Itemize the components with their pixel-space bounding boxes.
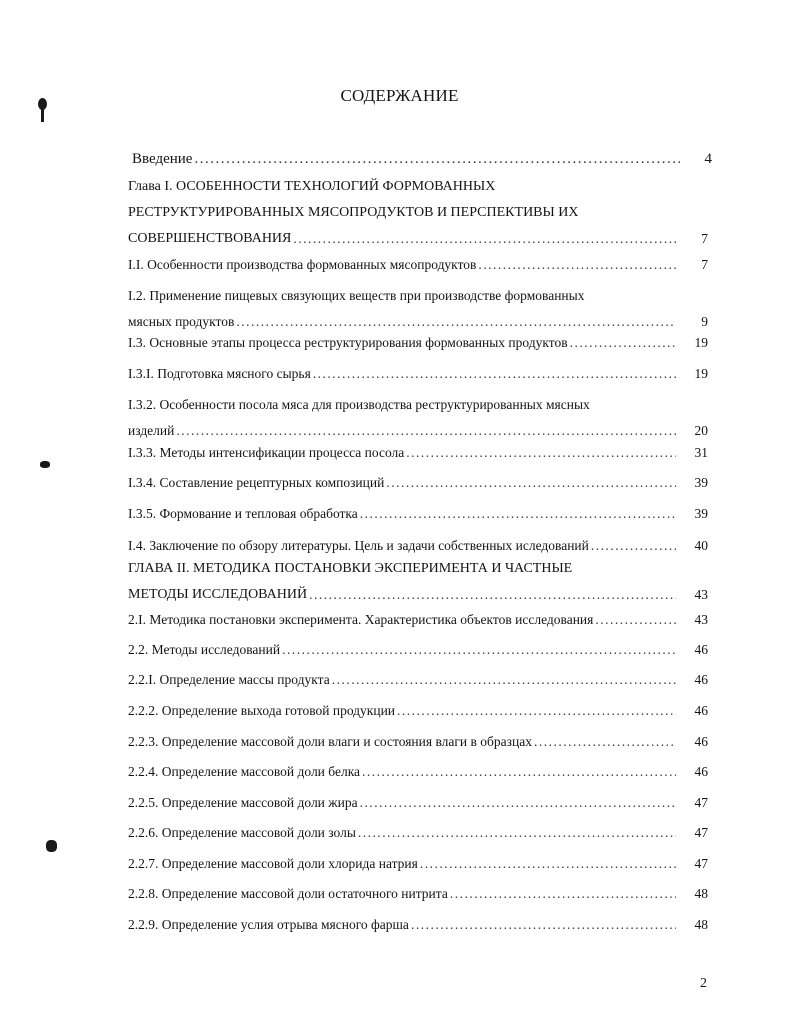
toc-page-number: 31 [694, 445, 708, 460]
toc-entry [128, 851, 708, 877]
toc-entry-text: I.3. Основные этапы процесса реструктурирования формованных продуктов [128, 335, 568, 350]
toc-entry-text: СОВЕРШЕНСТВОВАНИЯ [128, 231, 292, 246]
toc-page-number: 48 [694, 917, 708, 932]
toc-entry [128, 283, 708, 335]
toc-entry-text: Введение [132, 151, 193, 167]
toc-entry-text: изделий [128, 423, 175, 438]
dot-leader [282, 637, 676, 663]
toc-entry-text: 2.2.I. Определение массы продукта [128, 672, 330, 687]
toc-entry [128, 667, 708, 693]
toc-page-number: 47 [694, 825, 708, 840]
dot-leader [360, 501, 676, 527]
toc-entry-text: 2.2.5. Определение массовой доли жира [128, 795, 358, 810]
toc-page-number: 46 [694, 764, 708, 779]
dot-leader [411, 912, 676, 938]
page-title: СОДЕРЖАНИЕ [340, 86, 459, 105]
dot-leader [313, 361, 676, 387]
scan-speck [40, 461, 50, 468]
toc-entry-text: РЕСТРУКТУРИРОВАННЫХ МЯСОПРОДУКТОВ И ПЕРСПЕКТИВЫ ИХ [128, 205, 579, 220]
toc-entry [128, 637, 708, 663]
toc-entry-text: 2.2.3. Определение массовой доли влаги и состояния влаги в образцах [128, 734, 532, 749]
dot-leader [386, 470, 676, 496]
scan-speck [46, 840, 57, 852]
toc-entry-text: 2.2.9. Определение услия отрыва мясного фарша [128, 917, 409, 932]
toc-entry [128, 330, 708, 356]
toc-entry-text: I.3.4. Составление рецептурных композиций [128, 475, 385, 490]
toc-page-number: 4 [704, 151, 712, 167]
toc-page-number: 20 [694, 423, 708, 438]
dot-leader [406, 440, 676, 466]
toc-entry-text: I.3.2. Особенности посола мяса для производства реструктурированных мясных [128, 397, 590, 412]
toc-entry-text: Глава I. ОСОБЕННОСТИ ТЕХНОЛОГИЙ ФОРМОВАННЫХ [128, 179, 496, 194]
dot-leader [309, 582, 676, 608]
toc-entry [128, 501, 708, 527]
toc-page-number: 46 [694, 703, 708, 718]
dot-leader [420, 851, 676, 877]
dot-leader [595, 607, 676, 633]
toc-entry [128, 440, 708, 466]
toc-page-number: 40 [694, 538, 708, 553]
toc-page-number: 48 [694, 886, 708, 901]
toc-entry [128, 912, 708, 938]
toc-entry [128, 698, 708, 724]
toc-entry-text: 2.2.6. Определение массовой доли золы [128, 825, 356, 840]
dot-leader [450, 881, 676, 907]
toc-entry-text: 2.2. Методы исследований [128, 642, 281, 657]
toc-entry-text: 2.2.7. Определение массовой доли хлорида натрия [128, 856, 418, 871]
toc-entry [128, 361, 708, 387]
toc-page-number: 47 [694, 795, 708, 810]
toc-entry [128, 759, 708, 785]
dot-leader [362, 759, 676, 785]
toc-page-number: 47 [694, 856, 708, 871]
toc-page-number: 19 [694, 335, 708, 350]
toc-page-number: 43 [694, 587, 708, 602]
toc-entry-text: I.I. Особенности производства формованных мясопродуктов [128, 257, 477, 272]
dot-leader [570, 330, 676, 356]
toc-entry [128, 252, 708, 278]
toc-page-number: 7 [701, 257, 708, 272]
toc-entry [128, 174, 708, 252]
dot-leader [478, 252, 676, 278]
toc-entry [128, 556, 708, 608]
dot-leader [360, 790, 676, 816]
toc-page-number: 46 [694, 672, 708, 687]
toc-entry [128, 392, 708, 444]
toc-entry-text: 2.2.8. Определение массовой доли остаточного нитрита [128, 886, 448, 901]
toc-entry [128, 881, 708, 907]
scan-speck [41, 106, 44, 122]
toc-entry-text: I.2. Применение пищевых связующих веществ при производстве формованных [128, 288, 585, 303]
dot-leader [194, 146, 680, 172]
toc-page-number: 43 [694, 612, 708, 627]
toc-page-number: 46 [694, 642, 708, 657]
dot-leader [397, 698, 676, 724]
toc-entry [128, 729, 708, 755]
toc-page-number: 39 [694, 506, 708, 521]
toc-entry [128, 470, 708, 496]
toc-entry-text: I.3.5. Формование и тепловая обработка [128, 506, 358, 521]
dot-leader [293, 226, 676, 252]
toc-entry-text: МЕТОДЫ ИССЛЕДОВАНИЙ [128, 587, 308, 602]
toc-entry-text: мясных продуктов [128, 314, 235, 329]
toc-entry [128, 820, 708, 846]
toc-entry-text: 2.2.2. Определение выхода готовой продукции [128, 703, 396, 718]
toc-page-number: 46 [694, 734, 708, 749]
toc-entry-text: 2.2.4. Определение массовой доли белка [128, 764, 361, 779]
toc-entry [128, 607, 708, 633]
toc-page-number: 39 [694, 475, 708, 490]
dot-leader [358, 820, 676, 846]
toc-entry-text: I.3.3. Методы интенсификации процесса посола [128, 445, 405, 460]
dot-leader [534, 729, 676, 755]
page-number: 2 [700, 976, 707, 991]
toc-entry-text: I.4. Заключение по обзору литературы. Цель и задачи собственных иследований [128, 538, 589, 553]
toc-entry [128, 790, 708, 816]
toc-page-number: 9 [701, 314, 708, 329]
toc-entry-text: ГЛАВА II. МЕТОДИКА ПОСТАНОВКИ ЭКСПЕРИМЕНТА И ЧАСТНЫЕ [128, 561, 573, 576]
toc-entry-text: 2.I. Методика постановки эксперимента. Характеристика объектов исследования [128, 612, 594, 627]
toc-entry-text: I.3.I. Подготовка мясного сырья [128, 366, 311, 381]
toc-entry [132, 146, 712, 172]
toc-page-number: 19 [694, 366, 708, 381]
dot-leader [332, 667, 676, 693]
toc-page-number: 7 [701, 231, 708, 246]
